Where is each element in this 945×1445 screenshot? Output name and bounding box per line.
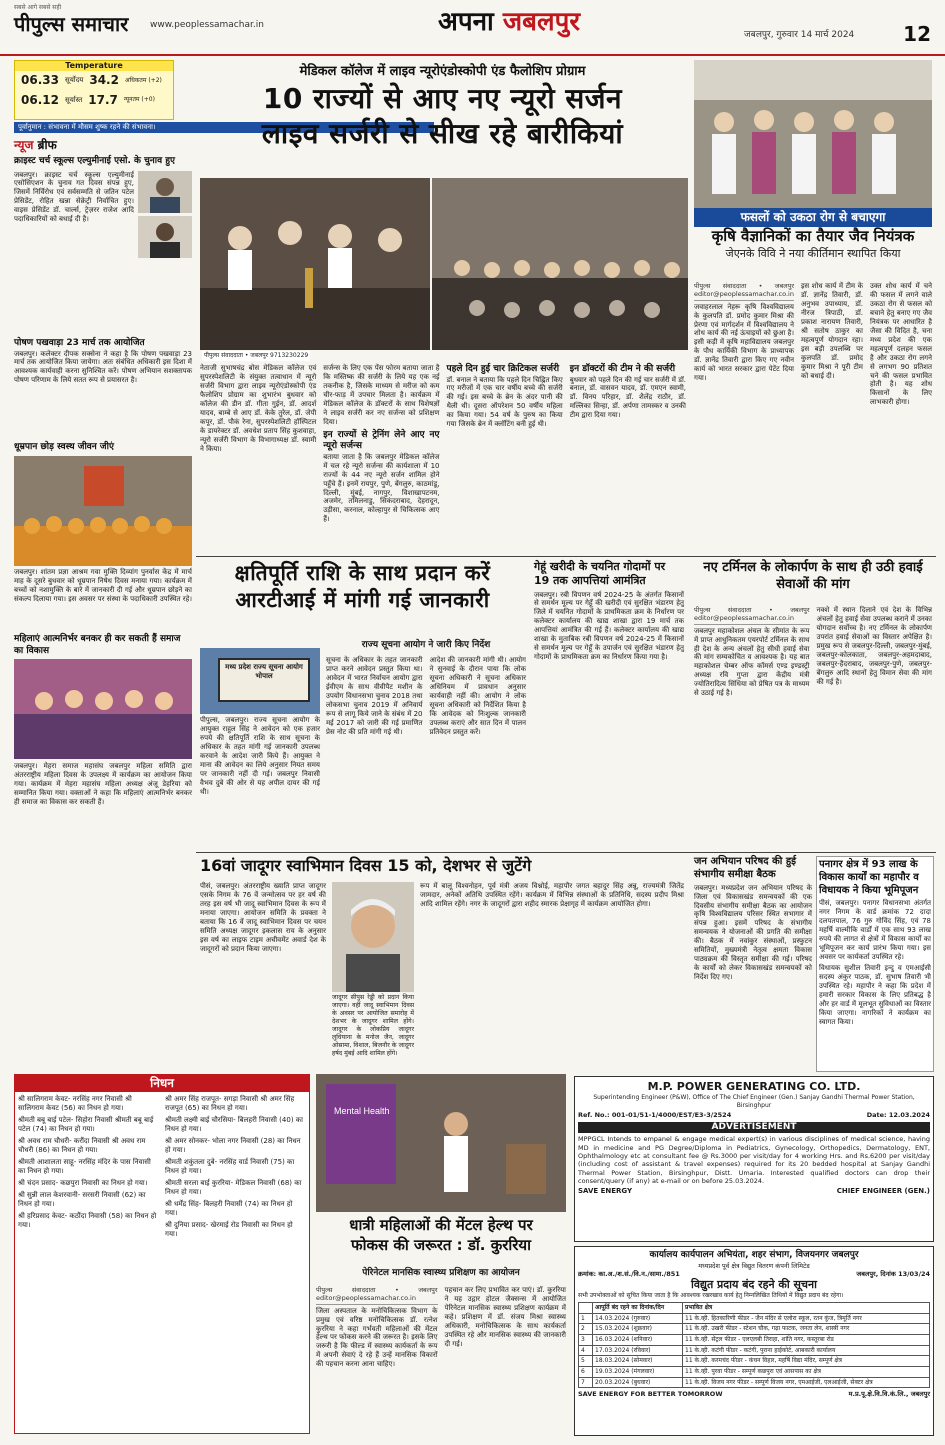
airport-title: नए टर्मिनल के लोकार्पण के साथ ही उठी हवाई सेवाओं की मांग [703, 560, 923, 592]
table-cell-area: 11 के.व्ही. हितकारिणी फीडर - जैन मंदिर से एलोरा स्कूल, रतन कुंज, त्रिमूर्ति नगर [683, 1313, 930, 1324]
agri-subtitle: जेएनके विवि ने नया कीर्तिमान स्थापित किया [725, 246, 901, 260]
airport-body-col1: जबलपुर महाकोशल अंचल के सीमांत के रूप में प्राप्त आधुनिकतम एयरपोर्ट टर्मिनल के साथ ही देश के अन्य अंचलों हेतु सीधी हवाई सेवा की मांग सम्यकोचित व आवश्यक है। यह बात महाकोशल चेम्बर ऑफ कॉमर्स एण्ड इण्डस्ट्री अध्यक्ष रवि गुप्ता द्वारा केंद्रीय मंत्री ज्योतिरादित्य सिंधिया को प्रेषित पत्र के माध्यम से उठाई गई है। [694, 626, 810, 698]
lead-photo-audience [432, 178, 688, 350]
obituary-col2 [165, 1095, 306, 1241]
mental-title-line2: फोकस की जरूरत : डॉ. कुररिया [351, 1235, 531, 1254]
weather-row-sunset [15, 91, 173, 110]
mental-title-line1: धात्री महिलाओं की मेंटल हेल्थ पर [349, 1216, 533, 1234]
table-cell-date: 16.03.2024 (शनिवार) [593, 1334, 683, 1345]
mental-byline: पीपुल्स संवाददाता • जबलपुर editor@peoplessamachar.co.in [316, 1286, 438, 1305]
airport-headline [694, 560, 932, 606]
brief-item-head: पोषण पखवाड़ा 23 मार्च तक आयोजित [14, 338, 145, 348]
table-cell-date: 19.03.2024 (मंगलवार) [593, 1366, 683, 1377]
rti-signboard: मध्य प्रदेश राज्य सूचना आयोग भोपाल [218, 658, 310, 702]
obituary-item: श्री सुन्नी लाल केशरवानी- सरसरी निवासी (62) का निधन हो गया। [18, 1190, 146, 1208]
notice-department: कार्यालय कार्यपालन अभियंता, शहर संभाग, विजयनगर जबलपुर [649, 1250, 859, 1260]
weather-forecast: पूर्वानुमान : संभावना में मौसम शुष्क रहने की संभावना। [14, 122, 434, 133]
table-cell-sn: 3 [579, 1334, 593, 1345]
sunset-label: सूर्यास्त [64, 95, 83, 104]
obituary-item: श्री अवध राम चौधरी- करौंदा निवासी श्री अवध राम चौधरी (86) का निधन हो गया। [18, 1137, 146, 1155]
weather-title: Temperature [15, 61, 173, 71]
obituary-item: श्री हरिप्रसाद केवट- कठौंदा निवासी (58) का निधन हो गया। [18, 1211, 157, 1229]
table-cell-area: 11 के.व्ही. कटंगी फीडर - कटंगी, पुराना हाईकोर्ट, आबकारी कार्यालय [683, 1345, 930, 1356]
lead-body-col4: बुधवार को पहले दिन की गई चार सर्जरी में डॉ. बनाल, डॉ. वासवन यादव, डॉ. एमएन स्वामी, डॉ. विनय परिहार, डॉ. शैलेंद्र राठौर, डॉ. मल्लिका सिन्हा, डॉ. अर्पणा तामस्कर व उनकी टीम द्वारा दिया गया। [569, 375, 686, 420]
portrait-photo [138, 216, 192, 258]
brief-item-women [14, 634, 192, 834]
table-header-date: आपूर्ति बंद रहने का दिनांक/दिन [593, 1302, 683, 1313]
brief-item-body: जबलपुर। कलेक्टर दीपक सक्सेना ने कहा है कि पोषण पखवाड़ा 23 मार्च तक आयोजित किया जायेगा। अतः संबंधित अधिकारी इस दिशा में आवश्यक कार्यवाही करना सुनिश्चित करें। पोषण अभियान सशक्तापक पोषण परिणाम के लिये सतत रूप से प्रयासरत है। [14, 349, 192, 385]
lead-title-line1: 10 राज्यों से आए नए न्यूरो सर्जन [262, 81, 623, 115]
magic-title: 16वां जादूगर स्वाभिमान दिवस 15 को, देशभर से जुटेंगे [200, 856, 532, 875]
agri-body-col3: उक्त शोध कार्य में चने की फसल में लगने वाले उकठा रोग से फसल को बचाने हेतु बनाए गए जैव नियंत्रक पर आधारित है जैसा की विदित है, चना मध्य प्रदेश की एक महत्वपूर्ण दलहन फसल है और उकठा रोग लगने से लगभग 90 प्रतिशत चने की फसल प्रभावित होती है। यह शोध किसानों के लिए लाभकारी होगा। [870, 282, 933, 407]
table-cell-sn: 4 [579, 1345, 593, 1356]
table-cell-sn: 1 [579, 1313, 593, 1324]
lead-body-col2b: बताया जाता है कि जबलपुर मेडिकल कॉलेज में चल रहे न्यूरो सर्जन्स की कार्यशाला में 10 राज्यों के 44 नए न्यूरो सर्जन शामिल होने पहुँचे हैं। इनमें रायपुर, पुणे, बेंगलुरु, काठमांडू, दिल्ली, मुंबई, नागपुर, विशाखापटनम, अजमेर, तमिलनाडु, सिकंदराबाद, देहरादून, उड़ीसा, करनाल, कोल्हापुर से चिकित्सक आए हैं। [323, 452, 440, 524]
mppgcl-address: Superintending Engineer (P&W), Office of The Chief Engineer (Gen.) Sanjay Gandhi Thermal Power Station, Birsinghpur [593, 1094, 915, 1109]
rti-body-col1: पीपुल्स, जबलपुर। राज्य सूचना आयोग के आयुक्त राहुल सिंह ने आवेदन को एक हजार रुपये की क्षतिपूर्ति राशि के साथ सूचना के अधिकार के तहत मांगी गई जानकारी उपलब्ध करवाने के आदेश जारी किये हैं। आयुक्त ने माना की आवेदन का लिये अनुसार नियत समय पर जानकारी नहीं दी गई। जबलपुर निवासी वैभव दुबे की ओर से यह अपील दायर की गई थी। [200, 716, 320, 796]
obituary-item: श्रीमती लक्ष्मी बाई चौरसिया- बिलहरी निवासी (40) का निधन हो गया। [165, 1116, 303, 1134]
jan-body: जबलपुर। मध्यप्रदेश जन अभियान परिषद के जिला एवं विकासखंड समन्वयकों की एक दिवसीय संभागीय समीक्षा बैठक का आयोजन कृषि विश्वविद्यालय परिसर स्थित सभागार में संपन्न हुआ। इसमें परिषद के संभागीय समन्वयक ने योजनाओं की प्रगति की समीक्षा की। बैठक में नवांकुर संस्थाओं, प्रस्फुटन समितियों, मुख्यमंत्री नेतृत्व क्षमता विकास पाठ्यक्रम की विस्तृत समीक्षा की गई। परिषद के कार्यों को लेकर विकासखंड समन्वयकों को निर्देश दिए गए। [694, 883, 812, 982]
obituary-columns [15, 1092, 309, 1244]
table-cell-area: 11 के.व्ही. पुरवा फीडर - सम्पूर्ण कछपुरा एवं आसपास का क्षेत्र [683, 1366, 930, 1377]
table-row [579, 1313, 930, 1324]
mental-body-col1: जिला अस्पताल के मनोचिकित्सक विभाग के प्रमुख एवं वरिष्ठ मनोचिकित्सक डॉ. रत्नेश कुररिया ने कहा गर्भवती महिलाओं की मेंटल हेल्थ पर फोकस करने की जरूरत है। इसके लिए जरूरी है कि फील्ड में स्वास्थ्य कार्यकर्ता के रूप में अपनी सेवाएं दे रहे हैं उन्हें मानसिक विकारों की पहचान करना आना चाहिए। [316, 1306, 438, 1369]
jan-story [694, 856, 812, 1072]
magician-portrait [332, 882, 414, 992]
portrait-photo [138, 171, 192, 213]
obituary-item: श्रीमती शकुंतला दुबे- नरसिंह वार्ड निवासी (75) का निधन हो गया। [165, 1158, 295, 1176]
airport-body [694, 606, 932, 846]
lead-byline: पीपुल्स संवाददाता • जबलपुर 9713230229 [204, 352, 309, 359]
table-row [579, 1334, 930, 1345]
table-cell-sn: 7 [579, 1377, 593, 1388]
lead-subhead-2: पहले दिन हुई चार क्रिटिकल सर्जरी [446, 364, 560, 374]
mppgcl-advertisement [574, 1076, 934, 1242]
brief-item-body: जबलपुर। मेहरा समाज महासंघ जबलपुर महिला समिति द्वारा अंतरराष्ट्रीय महिला दिवस के उपलक्ष्य में कार्यक्रम का आयोजन किया गया। कार्यक्रम में मेहरा महासंघ महिला अध्यक्ष अंजू डेहरिया को सम्मानित किया गया। वक्ताओं ने कहा कि महिलाएं आत्मनिर्भर बनकर ही समाज का विकास कर सकती हैं। [14, 761, 192, 806]
brand-logo [14, 4, 129, 38]
table-cell-date: 20.03.2024 (बुधवार) [593, 1377, 683, 1388]
power-cut-notice [574, 1246, 934, 1436]
magic-body-col2-extra: जादूगर सीपुस रेड्डी को प्रदान किया जाएगा। वहीं जादू स्वाभिमान दिवस के अवसर पर आयोजित समारोह में देशभर के जादूगर शामिल होंगे। जादूगर के लोकप्रिय जादूगर लुधियाना के मनोज जैन, जादूगर ओसामा, विशाल, बिजनौर के जादूगर हर्षद मुंबई आदि शामिल होंगे। [332, 994, 414, 1057]
rti-photo [200, 648, 320, 714]
magic-headline [200, 856, 686, 880]
table-row [579, 1324, 930, 1335]
section-title [438, 6, 580, 39]
brief-item-poshan [14, 338, 192, 438]
site-url[interactable]: www.peoplessamachar.in [150, 20, 264, 30]
brief-item-head: महिलाएं आत्मनिर्भर बनकर ही कर सकती हैं समाज का विकास [14, 634, 181, 656]
min-temp-note: न्यूनतम (+0) [123, 96, 155, 104]
notice-footer: SAVE ENERGY FOR BETTER TOMORROW [578, 1390, 723, 1399]
tagline: सबसे आगे सबसे सही [14, 4, 62, 11]
panagar-story [816, 856, 934, 1072]
notice-company: मध्यप्रदेश पूर्व क्षेत्र विद्युत वितरण कंपनी लिमिटेड [698, 1261, 810, 1270]
mppgcl-ad-label: ADVERTISEMENT [578, 1122, 930, 1134]
award-photo [694, 60, 932, 208]
rti-body [326, 656, 526, 850]
table-cell-area: 11 के.व्ही. विजय नगर फीडर - सम्पूर्ण विजय नगर, एमआईजी, एलआईजी, सेक्टर क्षेत्र [683, 1377, 930, 1388]
masthead [0, 0, 945, 56]
airport-body-col2: नक्शे में स्थान दिलाने एवं देश के विभिन्न अंचलों हेतु हवाई सेवा उपलब्ध कराने में उनका योगदान सर्वोच्च है। नए टर्मिनल के लोकार्पण उपरांत हवाई सेवाओं का विस्तार अपेक्षित है। प्रमुख रूप से जबलपुर-दिल्ली, जबलपुर-मुंबई, जबलपुर-कोलकाता, जबलपुर-अहमदाबाद, जबलपुर-हैदराबाद, जबलपुर-पुणे, जबलपुर-बेंगलुरु आदि स्थानों हेतु विमान सेवा की मांग की गई है। [816, 606, 932, 686]
obituary-box [14, 1074, 310, 1434]
mental-health-photo [316, 1074, 566, 1212]
section-title-b: जबलपुर [502, 7, 581, 37]
jan-title: जन अभियान परिषद की हुई संभागीय समीक्षा बैठक [694, 856, 797, 880]
brief-item-body: जबलपुर। क्राइस्ट चर्च स्कूल्स एल्युमीनाई एसोसिएशन के चुनाव गत दिवस संपन्न हुए, जिसमें निर्विरोध एवं सर्वसम्मति से जतिन पटेल प्रेसिडेंट, रोहित खन्ना सेक्रेट्री निर्वाचित हुए। वाइस प्रेसिडेंट डॉ. चार्ल्स, ट्रेज़रर राजेश आदि पदाधिकारियों को बधाई दी है। [14, 170, 134, 224]
panagar-title: पनागर क्षेत्र में 93 लाख के विकास कार्यों का महापौर व विधायक ने किया भूमिपूजन [819, 859, 919, 896]
obituary-item: श्री सालिगराम केवट- नरसिंह नगर निवासी श्री सालिगराम केवट (56) का निधन हो गया। [18, 1095, 132, 1113]
mental-headline [316, 1216, 566, 1266]
mppgcl-signature: CHIEF ENGINEER (GEN.) [836, 1187, 930, 1196]
table-cell-date: 17.03.2024 (रविवार) [593, 1345, 683, 1356]
table-row [579, 1377, 930, 1388]
brief-item-alumni [14, 156, 192, 334]
rti-headline [200, 560, 525, 646]
table-header-area: प्रभावित क्षेत्र [683, 1302, 930, 1313]
panagar-body-1: पीसं, जबलपुर। पनागर विधानसभा अंतर्गत नगर निगम के वार्ड क्रमांक 72 दादा दलपतपाल, 76 गुरु गोविंद सिंह, एवं 78 महर्षि वाल्मीकि वार्डों में एक साथ 93 लाख रुपये की लागत से क्षेत्रों में विकास कार्यों का भूमिपूजन कर कार्य प्रारंभ किया गया। इस अवसर पर कार्यकर्ता उपस्थित रहे। [819, 899, 931, 962]
weather-row-sunrise [15, 71, 173, 90]
obituary-item: श्रीमती बबू बाई पटेल- सिहोरा निवासी श्रीमती बबू बाई पटेल (74) का निधन हो गया। [18, 1116, 154, 1134]
obituary-item: श्री धर्मेंद्र सिंह- बिलहरी निवासी (74) का निधन हो गया। [165, 1199, 293, 1217]
mental-subtitle: पेरिनेटल मानसिक स्वास्थ्य प्रशिक्षण का आयोजन [362, 1268, 520, 1278]
max-temp: 34.2 [89, 73, 119, 88]
magic-body-col3: रूप में बालू विश्वनोहन, पूर्व मंत्री अजय विश्नोई, महापौर जगत बहादुर सिंह अन्नू, राज्यमंत्री जितेंद्र जामदार, अनेकों अतिथि उपस्थित रहेंगे। कार्यक्रम में विभिन्न संस्थाओं के प्रतिनिधि, सदस्य प्रदीप मिश्रा आदि शामिल रहेंगे। नगर के जादूगरों द्वारा शहीद स्मारक प्रेक्षागृह में कार्यक्रम आयोजित होगा। [420, 882, 684, 908]
obituary-item: श्री चंदन प्रसाद- कछपुरा निवासी का निधन हो गया। [18, 1178, 148, 1187]
magic-body [420, 882, 684, 1050]
brief-item-head: धूम्रपान छोड़ स्वस्थ जीवन जीएं [14, 442, 114, 452]
table-row [579, 1345, 930, 1356]
table-cell-date: 14.03.2024 (गुरुवार) [593, 1313, 683, 1324]
obituary-item: श्री अमर सोनकर- भोला नगर निवासी (28) का निधन हो गया। [165, 1137, 301, 1155]
max-temp-note: अधिकतम (+2) [124, 76, 162, 84]
lead-subhead-3: इन डॉक्टरों की टीम ने की सर्जरी [569, 364, 676, 374]
notice-ref: क्रमांक: का.अ./श.सं./वि.न./सामा./851 [578, 1269, 680, 1278]
obituary-col1 [18, 1095, 159, 1241]
lead-title-line2: लाइव सर्जरी से सीख रहे बारीकियां [261, 116, 624, 150]
power-cut-table [578, 1302, 930, 1388]
brief-a: न्यूज [14, 138, 34, 152]
agri-body [694, 282, 932, 552]
panagar-body-2: विधायक सुशील तिवारी इन्दु व एमआईसी सदस्य अंकुर पाठक, डॉ. सुभाष तिवारी भी उपस्थित रहे। महापौर ने कहा कि प्रदेश में हमारी सरकार विकास के लिए प्रतिबद्ध है और हर वार्ड में मूलभूत सुविधाओं का विस्तार किया जाएगा। नागरिकों ने कार्यक्रम का स्वागत किया। [819, 964, 931, 1026]
table-cell-area: 11 के.व्ही. करमचंद फीडर - कंचन विहार, महर्षि विद्या मंदिर, सम्पूर्ण क्षेत्र [683, 1356, 930, 1367]
agri-title: कृषि वैज्ञानिकों का तैयार जैव नियंत्रक [711, 227, 915, 246]
table-cell-sn: 6 [579, 1366, 593, 1377]
page-number: 12 [903, 22, 931, 46]
table-row [579, 1356, 930, 1367]
mental-body [316, 1286, 566, 1436]
agri-kicker: फसलों को उकठा रोग से बचाएगा [694, 208, 932, 227]
dateline: जबलपुर, गुरुवार 14 मार्च 2024 [744, 30, 855, 40]
brief-item-body: जबलपुर। शांतम प्रज्ञा आश्रम गवा मुक्ति दिव्यांग पुनर्वास केंद्र में मार्च माह के दूसरे बुधवार को धूम्रपान निषेध दिवस मनाया गया। कार्यक्रम में बच्चों को नशामुक्ति के बारे में जानकारी दी गई और धूम्रपान छोड़ने का संकल्प दिलाया गया। इस अवसर पर संस्था के पदाधिकारी उपस्थित रहे। [14, 568, 192, 604]
agri-headline [694, 208, 932, 280]
brief-item-head: क्राइस्ट चर्च स्कूल्स एल्युमीनाई एसो. के चुनाव हुए [14, 156, 176, 166]
mppgcl-body: MPPGCL Intends to empanel & engage medical expert(s) in various disciplines of medical science, having MD in medicine and PG Degree/Diploma in Pediatrics, Gynecology, Orthopedics, Dermatology, ENT, Ophthalmology etc at consultant fee @ Rs.3000 per visit/day for 4 working Hrs. and Rs.6200 per visit/day (including cost of assistant & travel expenses) required for its 20 bedded hospital at Sanjay Gandhi Thermal Power Station, Birsinghpur, Distt. Umaria. Interested qualified doctors can drop their consent/query (if any) at e-mail or on before 25.03.2024. [578, 1135, 930, 1185]
min-temp: 17.7 [88, 92, 118, 107]
sunrise-label: सूर्योदय [64, 76, 84, 85]
lead-subhead-1: इन राज्यों से ट्रेनिंग लेने आए नए न्यूरो सर्जन्स [323, 429, 440, 452]
brief-item-smoking [14, 442, 192, 634]
group-photo [14, 456, 192, 566]
lead-body-col1: नेताजी सुभाषचंद्र बोस मेडिकल कॉलेज एवं सुपरस्पेशलिटी के संयुक्त तत्वाधान में न्यूरो सर्जरी विभाग द्वारा लाइव न्यूरोएंडोस्कोपी एंड फैलोशिप प्रोग्राम का शुभारंभ बुधवार को कॉलेज की डीन डॉ. गीता गुईन, डॉ. आदर्श यादव, बाम्बे से आए डॉ. केके तुरेल, डॉ. जेपी कपूर, डॉ. पौकं रेना, सुपरस्पेशलिटी हॉस्पिटल के डायरेक्टर डॉ. अवधेश प्रताप सिंह कुशवाहा, न्यूरो सर्जरी विभाग के विभागाध्यक्ष डॉ. स्वामी ने किया। [200, 364, 317, 453]
sunset-time: 06.12 [21, 92, 59, 107]
brief-b: ब्रीफ [37, 138, 57, 152]
agri-body-col1: जवाहरलाल नेहरू कृषि विश्वविद्यालय के कुलपति डॉ. प्रमोद कुमार मिश्रा की प्रेरणा एवं मार्गदर्शन में विश्वविद्यालय ने शोध कार्य की नई ऊंचाइयों को छुआ है। इसी कड़ी में कृषि महाविद्यालय जबलपुर के पौध कार्यिकी विभाग के प्राध्यापक डॉ. ज्ञानेंद्र तिवारी द्वारा किए गए नवीन कार्य को भारत सरकार द्वारा पेटेंट दिया गया। [694, 302, 794, 383]
obituary-item: श्रीमती सरला बाई कुररिया- मेडिकल निवासी (68) का निधन हो गया। [165, 1178, 302, 1196]
lead-kicker: मेडिकल कॉलेज में लाइव न्यूरोएंडोस्कोपी एंड फैलोशिप प्रोग्राम [299, 64, 586, 79]
notice-intro: सभी उपभोक्ताओं को सूचित किया जाता है कि आवश्यक रखरखाव कार्य हेतु निम्नलिखित तिथियों में विद्युत प्रदाय बंद रहेगा। [578, 1292, 844, 1300]
table-cell-date: 18.03.2024 (सोमवार) [593, 1356, 683, 1367]
table-cell-sn: 5 [579, 1356, 593, 1367]
lead-body [200, 364, 686, 552]
lead-headline [200, 64, 685, 151]
weather-box [14, 60, 174, 120]
mppgcl-date: Date: 12.03.2024 [866, 1111, 930, 1120]
sunrise-time: 06.33 [21, 73, 59, 88]
obituary-title: निधन [15, 1075, 309, 1092]
brand-name: पीपुल्स समाचार [14, 12, 129, 36]
obituary-item: श्री अमर सिंह राजपूत- सगड़ा निवासी श्री अमर सिंह राजपूत (65) का निधन हो गया। [165, 1095, 295, 1113]
magic-body-col1: पीसं, जबलपुर। अंतरराष्ट्रीय ख्याति प्राप्त जादूगर एसके निगम के 76 वें जन्मोत्सव पर हर वर्ष की तरह इस वर्ष भी जादू स्वाभिमान दिवस के रूप में मनाया जाएगा। आयोजन समिति के प्रवक्ता ने बताया कि 16 वें जादू स्वाभिमान दिवस पर चयन समिति अध्यक्ष जादूगर इकलास राय के अनुसार इस वर्ष का लाइफ टाइम अचीवमेंट अवार्ड देश के जादूगरों को प्रदान किया जाएगा। [200, 882, 326, 953]
news-brief-label [14, 138, 57, 153]
obituary-item: श्री दुनिया प्रसाद- खेरमाई रोड निवासी का निधन हो गया। [165, 1220, 293, 1238]
rti-body-col2: सूचना के अधिकार के तहत जानकारी प्राप्त करने आवेदन प्रस्तुत किया था। आवेदन में भारत निर्वाचन आयोग द्वारा ईवीएम के साथ वीवीपैट मशीन के उपयोग विधानसभा चुनाव 2018 तथा लोकसभा चुनाव 2019 में अनिवार्य रूप से लागू किये जाने के संबंध में 20 मई 2017 को जारी की गई प्रमाणित प्रेस नोट की प्रति मांगी गई थी। [326, 656, 423, 736]
lead-body-col3: डॉ. बनाल ने बताया कि पहले दिन चिह्नित किए गए मरीजों में एक चार वर्षीय बच्चे की सर्जरी की गई। इस बच्चे के ब्रेन के अंदर पानी की थैली थी। दूसरा ऑपरेशन 50 वर्षीय महिला का किया गया। 54 वर्ष के पुरुष का किया गया जिसके ब्रेन में क्लॉटिंग बनी हुई थी। [446, 375, 563, 429]
divider [196, 852, 936, 853]
section-title-a: अपना [438, 7, 494, 37]
wheat-body: जबलपुर। रबी विपणन वर्ष 2024-25 के अंतर्गत किसानों से समर्थन मूल्य पर गेहूँ की खरीदी एवं सुरक्षित भंडारण हेतु जिले में चयनित गोदामों के प्राथमिकता क्रम के निर्धारण पर कलेक्टर कार्यालय की खाद्य शाखा द्वारा 19 मार्च तक आपत्तियां आमंत्रित की गई हैं। कलेक्टर कार्यालय की खाद्य शाखा के मुताबिक रबी विपणन वर्ष 2024-25 में किसानों से समर्थन मूल्य पर गेहूँ के उपार्जन एवं सुरक्षित भंडारण हेतु गोदामों के प्राथमिकता क्रम का निर्धारण किया गया है। [534, 590, 684, 662]
mental-body-col2: पहचान कर लिए प्रभावित कर पाएं। डॉ. कुररिया ने यह उद्गार होटल जैक्सन्स में आयोजित पेरिनेटल मानसिक स्वास्थ्य प्रशिक्षण कार्यक्रम में कहे। प्रशिक्षण में डॉ. संजय मिश्रा स्वास्थ्य अधिकारी, मनोचिकित्सक के साथ कार्यकर्ता उपस्थित रहे और मानसिक स्वास्थ्य की जानकारी दी गई। [444, 1286, 566, 1348]
rti-subtitle: राज्य सूचना आयोग ने जारी किए निर्देश [361, 640, 491, 650]
table-cell-date: 15.03.2024 (शुक्रवार) [593, 1324, 683, 1335]
notice-title: विद्युत प्रदाय बंद रहने की सूचना [691, 1278, 817, 1292]
rti-title-line1: क्षतिपूर्ति राशि के साथ प्रदान करें [234, 561, 491, 585]
table-cell-area: 11 के.व्ही. उखरी फीडर - स्टेशन चौक, गढ़ा फाटक, जनता लेन, शास्त्री नगर [683, 1324, 930, 1335]
wheat-title: गेहूं खरीदी के चयनित गोदामों पर 19 तक आपत्तियां आमंत्रित [534, 560, 666, 587]
agri-byline: पीपुल्स संवाददाता • जबलपुर editor@peoplessamachar.co.in [694, 282, 794, 301]
agri-body-col2: इस शोध कार्य में टीम के डॉ. ज्ञानेंद्र तिवारी, डॉ. अनुभव उपाध्याय, डॉ. नीरज त्रिपाठी, डॉ. प्रकाश नारायण तिवारी, श्री सतोष ठाकुर का महत्वपूर्ण योगदान रहा। इस बड़ी उपलब्धि पर कुलपति डॉ. प्रमोद कुमार मिश्रा ने पूरी टीम को बधाई दी। [800, 282, 863, 380]
table-cell-sn: 2 [579, 1324, 593, 1335]
mppgcl-ref: Ref. No.: 001-01/51-1/4000/EST/E3-3/2524 [578, 1111, 732, 1120]
mppgcl-title: M.P. POWER GENERATING CO. LTD. [647, 1080, 861, 1093]
airport-byline: पीपुल्स संवाददाता • जबलपुर editor@peoplessamachar.co.in [694, 606, 810, 625]
wheat-story [534, 560, 684, 850]
divider [196, 556, 936, 557]
event-photo [14, 659, 192, 759]
notice-signature: म.प्र.पू.क्षे.वि.वि.कं.लि., जबलपुर [848, 1390, 930, 1399]
rti-body-col3: आदेश की जानकारी मांगी थी। आयोग ने सुनवाई के दौरान पाया कि लोक सूचना अधिकारी ने सूचना अधिकार अधिनियम में प्रावधान अनुसार कार्यवाही नहीं की। आयोग ने लोक सूचना अधिकारी को निर्देशित किया है कि आवेदक को निःशुल्क जानकारी उपलब्ध कराएं और सात दिन में पालन प्रतिवेदन प्रस्तुत करें। [429, 656, 526, 736]
mppgcl-footer: SAVE ENERGY [578, 1187, 633, 1196]
table-row [579, 1366, 930, 1377]
table-cell-area: 11 के.व्ही. सेंट्रल फीडर - एलएलबी तिराहा, शांति नगर, कस्तूरबा रोड [683, 1334, 930, 1345]
lead-body-col2: सर्जन्स के लिए एक पेंस फोरम बताया जाता है कि मस्तिष्क की सर्जरी के लिये यह एक नई तकनीक है, जिसके माध्यम से मरीज को कम चीर-फाड़ में उपचार मिलता है। कार्यक्रम में मेडिकल कॉलेज के डॉक्टरों के साथ विशेषज्ञों ने लाइव सर्जरी कर नए सर्जन्स को प्रशिक्षण दिया। [323, 364, 440, 426]
mental-board-text: Mental Health [334, 1106, 390, 1116]
lead-photo-lamp [200, 178, 430, 350]
obituary-item: श्रीमती आशालता साहू- नरसिंह मंदिर के पास निवासी का निधन हो गया। [18, 1158, 151, 1176]
notice-date: जबलपुर, दिनांक 13/03/24 [856, 1269, 930, 1278]
rti-title-line2: आरटीआई में मांगी गई जानकारी [235, 588, 490, 613]
